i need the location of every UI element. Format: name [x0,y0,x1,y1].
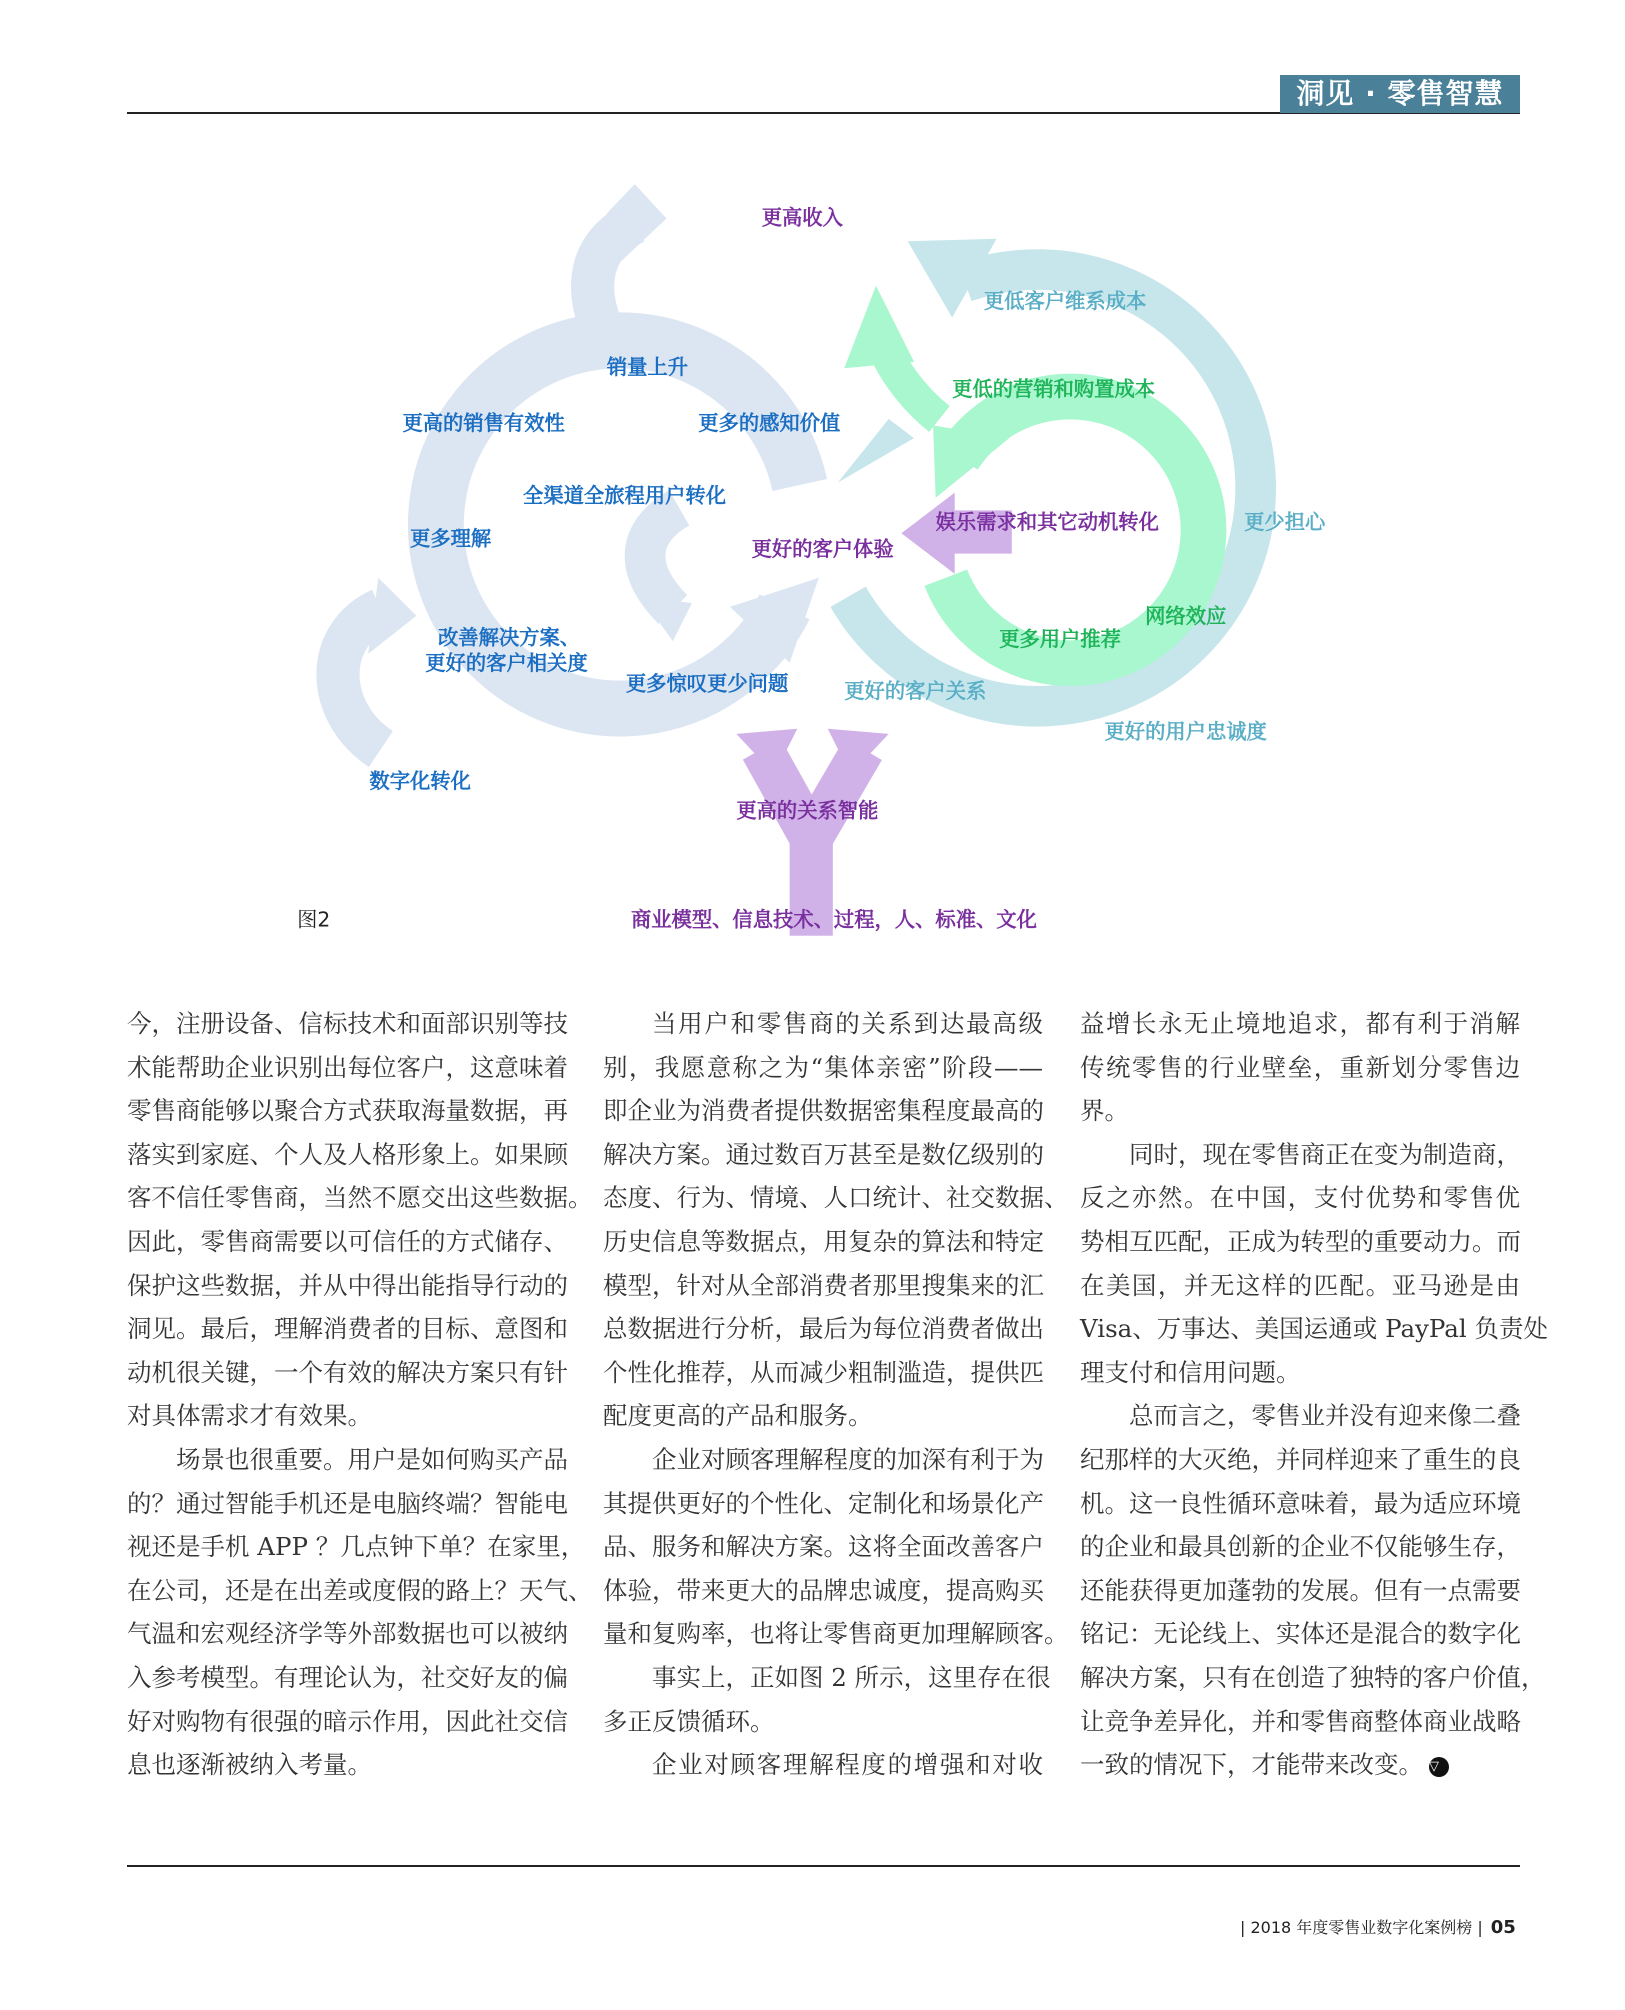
text-line-content: 在公司，还是在出差或度假的路上？天气、 [127,1575,593,1605]
text-line [1080,1656,1546,1700]
marketing-cost-arrow [882,343,939,419]
body-column-3 [1080,1002,1549,1787]
text-line-content: 其提供更好的个性化、定制化和场景化产 [603,1488,1044,1518]
label-perceived-value: 更多的感知价值 [698,411,841,436]
text-line [1080,1612,1520,1656]
text-line-content: 品、服务和解决方案。这将全面改善客户 [603,1532,1044,1562]
text-line [603,1307,1043,1351]
text-line [1080,1089,1520,1133]
text-line-content: 让竞争差异化，并和零售商整体商业战略 [1080,1706,1521,1736]
text-line-content: 在美国，并无这样的匹配。亚马逊是由 [1080,1270,1520,1300]
label-entertainment: 娱乐需求和其它动机转化 [935,510,1159,535]
label-improved-solutions-2: 更好的客户相关度 [425,651,588,676]
text-line [127,1743,567,1787]
text-line [127,1176,593,1220]
text-line [127,1046,567,1090]
text-line [603,1700,1043,1744]
text-line-content: 的企业和最具创新的企业不仅能够生存， [1080,1532,1521,1562]
text-line-content: 解决方案，只有在创造了独特的客户价值， [1080,1662,1546,1692]
figure-caption: 图2 [297,907,331,932]
text-line-content: 动机很关键，一个有效的解决方案只有针 [127,1357,568,1387]
end-mark-icon: ▽ [1429,1757,1449,1777]
text-line [1080,1700,1520,1744]
text-line-content: 别，我愿意称之为“集体亲密”阶段—— [603,1052,1043,1082]
text-line [1080,1264,1520,1308]
text-line [1080,1220,1520,1264]
text-line [603,1525,1043,1569]
positive-feedback-diagram [0,0,1625,965]
text-line [603,1612,1069,1656]
footer [1240,1915,1516,1938]
text-line [603,1089,1043,1133]
text-line-content: 传统零售的行业壁垒，重新划分零售边 [1080,1052,1520,1082]
text-line [603,1351,1043,1395]
text-line-content: 洞见。最后，理解消费者的目标、意图和 [127,1314,568,1344]
text-line-content: 术能帮助企业识别出每位客户，这意味着 [127,1052,568,1082]
text-line [1080,1351,1520,1395]
text-line [1080,1438,1520,1482]
text-line [127,1482,567,1526]
text-line [127,1307,567,1351]
text-line [603,1046,1043,1090]
label-more-wow: 更多惊叹更少问题 [625,671,789,696]
text-line-content: 铭记：无论线上、实体还是混合的数字化 [1080,1619,1521,1649]
text-line-content: 模型，针对从全部消费者那里搜集来的汇 [603,1270,1044,1300]
label-digital-transformation: 数字化转化 [369,769,471,794]
label-sales-up: 销量上升 [606,355,689,380]
text-line-content: 还能获得更加蓬勃的发展。但有一点需要 [1080,1575,1521,1605]
text-line [127,1656,567,1700]
text-line-content: 配度更高的产品和服务。 [603,1401,873,1431]
text-line-content: 总数据进行分析，最后为每位消费者做出 [603,1314,1044,1344]
label-better-experience: 更好的客户体验 [751,536,894,561]
text-line-content: 保护这些数据，并从中得出能指导行动的 [127,1270,568,1300]
text-line [1080,1307,1549,1351]
page-number: 05 [1490,1917,1516,1938]
text-line [1080,1743,1520,1787]
text-line-content: 落实到家庭、个人及人格形象上。如果顾 [127,1139,568,1169]
text-line [603,1264,1043,1308]
text-line-content: 同时，现在零售商正在变为制造商， [1129,1139,1521,1169]
text-line-content: 解决方案。通过数百万甚至是数亿级别的 [603,1139,1044,1169]
text-line-content: 态度、行为、情境、人口统计、社交数据、 [603,1183,1069,1213]
text-line [603,1394,1043,1438]
omnichannel-arrow [645,508,679,610]
referral-loop-arrowhead [933,425,1009,497]
text-line-content: 今，注册设备、信标技术和面部识别等技 [127,1009,568,1038]
text-line-content: 历史信息等数据点，用复杂的算法和特定 [603,1226,1044,1256]
text-line-content: 客不信任零售商，当然不愿交出这些数据。 [127,1183,593,1213]
text-line-content: 理支付和信用问题。 [1080,1357,1301,1387]
text-line-content: 事实上，正如图 2 所示，这里存在很 [652,1662,1051,1692]
label-sales-effectiveness: 更高的销售有效性 [402,411,565,436]
text-line [1080,1569,1520,1613]
text-line [1080,1133,1520,1177]
label-relationship-intelligence: 更高的关系智能 [736,798,879,823]
publication-name: | 2018 年度零售业数字化案例榜 | [1240,1918,1483,1937]
text-line [1080,1046,1520,1090]
text-line-content: 量和复购率，也将让零售商更加理解顾客。 [603,1619,1069,1649]
text-line-content: 入参考模型。有理论认为，社交好友的偏 [127,1662,568,1692]
text-line-content: 零售商能够以聚合方式获取海量数据，再 [127,1096,568,1126]
label-more-referrals: 更多用户推荐 [999,626,1121,651]
text-line [603,1569,1043,1613]
text-line [127,1002,567,1046]
text-line-content: 多正反馈循环。 [603,1706,775,1736]
text-line-content: 势相互匹配，正成为转型的重要动力。而 [1080,1226,1521,1256]
omnichannel-arrowhead [641,597,692,641]
text-line [127,1394,567,1438]
label-higher-income: 更高收入 [761,205,843,230]
label-less-worry: 更少担心 [1244,510,1326,535]
text-line [603,1220,1043,1264]
label-lower-retention-cost: 更低客户维系成本 [983,289,1147,314]
text-line-content: 对具体需求才有效果。 [127,1401,372,1431]
text-line [603,1133,1043,1177]
text-line [1080,1176,1520,1220]
text-line [1080,1002,1520,1046]
label-foundations: 商业模型、信息技术、过程，人、标准、文化 [630,907,1037,932]
text-line [1080,1482,1520,1526]
perceived-value-arrowhead [838,419,914,482]
text-line-content: 机。这一良性循环意味着，最为适应环境 [1080,1488,1521,1518]
label-better-relationship: 更好的客户关系 [844,678,987,703]
text-line-content: 气温和宏观经济学等外部数据也可以被纳 [127,1619,568,1649]
text-line-content: 视还是手机 APP ？几点钟下单？在家里， [127,1532,586,1562]
text-line-content: 好对购物有很强的暗示作用，因此社交信 [127,1706,568,1736]
text-line-content: 纪那样的大灭绝，并同样迎来了重生的良 [1080,1444,1521,1474]
text-line-content: 的？通过智能手机还是电脑终端？智能电 [127,1488,568,1518]
text-line [127,1700,567,1744]
text-line [127,1612,567,1656]
label-improved-solutions-1: 改善解决方案、 [437,625,581,650]
text-line-content: 因此，零售商需要以可信任的方式储存、 [127,1226,568,1256]
label-better-loyalty: 更好的用户忠诚度 [1104,719,1267,744]
text-line [603,1656,1051,1700]
text-line [1080,1525,1520,1569]
label-more-understanding: 更多理解 [410,526,492,551]
footer-rule [127,1865,1520,1867]
label-network-effect: 网络效应 [1145,604,1227,629]
text-line [127,1220,567,1264]
text-line-content: 一致的情况下，才能带来改变。 [1080,1750,1423,1780]
text-line [603,1438,1043,1482]
label-omnichannel: 全渠道全旅程用户转化 [523,483,727,508]
text-line [127,1569,593,1613]
text-line [127,1133,567,1177]
text-line-content: 企业对顾客理解程度的增强和对收 [652,1750,1043,1780]
text-line-content: Visa、万事达、美国运通或 PayPal 负责处 [1080,1314,1549,1344]
text-line-content: 息也逐渐被纳入考量。 [127,1750,372,1780]
text-line-content: 益增长永无止境地追求，都有利于消解 [1080,1009,1520,1038]
text-line-content: 场景也很重要。用户是如何购买产品 [176,1444,568,1474]
text-line-content: 界。 [1080,1096,1129,1126]
text-line [603,1482,1043,1526]
text-line-content: 企业对顾客理解程度的加深有利于为 [652,1444,1044,1474]
text-line [603,1743,1043,1787]
digital-arrowhead [368,578,416,654]
text-line-content: 体验，带来更大的品牌忠诚度，提高购买 [603,1575,1044,1605]
text-line-content: 反之亦然。在中国，支付优势和零售优 [1080,1183,1520,1213]
text-line-content: 即企业为消费者提供数据密集程度最高的 [603,1096,1044,1126]
text-line [127,1351,567,1395]
label-lower-marketing-cost: 更低的营销和购置成本 [952,376,1156,401]
body-column-2 [603,1002,1069,1787]
text-line-content: 当用户和零售商的关系到达最高级 [652,1009,1043,1038]
section-banner: 洞见 · 零售智慧 [1280,75,1520,113]
text-line-content: 总而言之，零售业并没有迎来像二叠 [1129,1401,1521,1431]
text-line [603,1002,1043,1046]
text-line [603,1176,1069,1220]
text-line [127,1525,586,1569]
text-line [127,1438,567,1482]
text-line [1080,1394,1520,1438]
text-line [127,1089,567,1133]
text-line-content: 个性化推荐，从而减少粗制滥造，提供匹 [603,1357,1044,1387]
text-line [127,1264,567,1308]
body-column-1 [127,1002,593,1787]
